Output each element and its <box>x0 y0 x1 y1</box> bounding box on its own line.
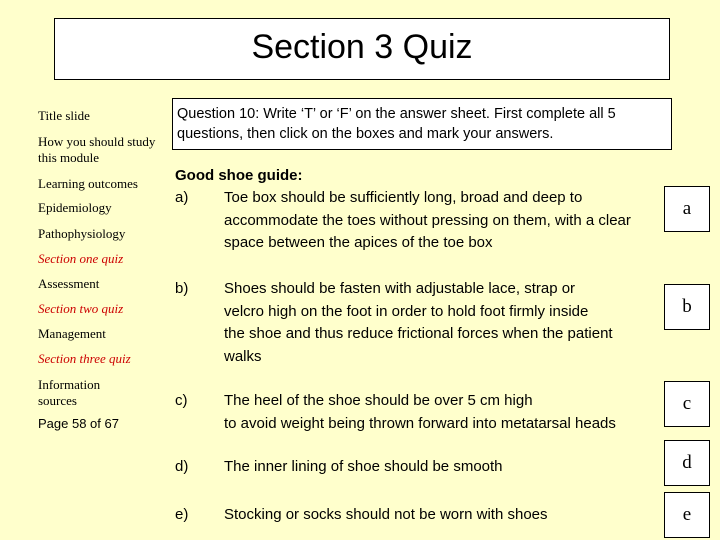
item-a-line: Toe box should be sufficiently long, broad and deep to <box>224 189 583 206</box>
sidebar-item-pathophysiology[interactable]: Pathophysiology <box>38 226 126 241</box>
sidebar-item-section-one-quiz[interactable]: Section one quiz <box>38 251 124 266</box>
sidebar-item-title-slide[interactable]: Title slide <box>38 108 90 123</box>
answer-box-e[interactable]: e <box>664 492 710 538</box>
sidebar-item-epidemiology[interactable]: Epidemiology <box>38 200 112 215</box>
page-title: Section 3 Quiz <box>54 18 670 80</box>
answer-box-a[interactable]: a <box>664 186 710 232</box>
answer-box-d[interactable]: d <box>664 440 710 486</box>
item-c-label: c) <box>175 392 188 409</box>
item-b-line: walks <box>224 347 262 365</box>
item-a-line: space between the apices of the toe box <box>224 234 493 251</box>
item-c-text <box>224 390 660 435</box>
sidebar-item-learning-outcomes[interactable]: Learning outcomes <box>38 176 138 191</box>
item-a-line: accommodate the toes without pressing on them, with a clear <box>224 211 631 229</box>
answer-box-c[interactable]: c <box>664 381 710 427</box>
sidebar-item-section-two-quiz[interactable]: Section two quiz <box>38 301 124 316</box>
item-c-line: The heel of the shoe should be over 5 cm high <box>224 392 533 409</box>
item-d-line: The inner lining of shoe should be smooth <box>224 458 503 475</box>
item-b-line: velcro high on the foot in order to hold foot firmly inside <box>224 302 589 320</box>
item-e-text <box>224 504 660 527</box>
item-b-line: Shoes should be fasten with adjustable lace, strap or <box>224 280 576 297</box>
sidebar-item-information-sources[interactable]: Information sources <box>38 377 101 408</box>
sidebar-item-assessment[interactable]: Assessment <box>38 276 100 291</box>
item-b-text <box>224 278 660 368</box>
item-d-label: d) <box>175 458 189 475</box>
answer-box-b[interactable]: b <box>664 284 710 330</box>
item-a-text <box>224 187 660 255</box>
question-prompt: Question 10: Write ‘T’ or ‘F’ on the answer sheet. First complete all 5 questions, then click on the boxes and mark your answers. <box>172 98 672 150</box>
item-a-label: a) <box>175 189 189 206</box>
item-d-text <box>224 456 660 479</box>
sidebar-item-how-to-study[interactable]: How you should study this module <box>38 134 156 165</box>
item-e-label: e) <box>175 506 189 523</box>
guide-title: Good shoe guide: <box>175 167 303 184</box>
item-c-line: to avoid weight being thrown forward into metatarsal heads <box>224 414 616 432</box>
sidebar-item-section-three-quiz[interactable]: Section three quiz <box>38 351 131 366</box>
item-e-line: Stocking or socks should not be worn with shoes <box>224 506 548 523</box>
item-b-label: b) <box>175 280 189 297</box>
page-indicator: Page 58 of 67 <box>38 416 119 431</box>
sidebar-item-management[interactable]: Management <box>38 326 106 341</box>
item-b-line: the shoe and thus reduce frictional forces when the patient <box>224 325 613 342</box>
